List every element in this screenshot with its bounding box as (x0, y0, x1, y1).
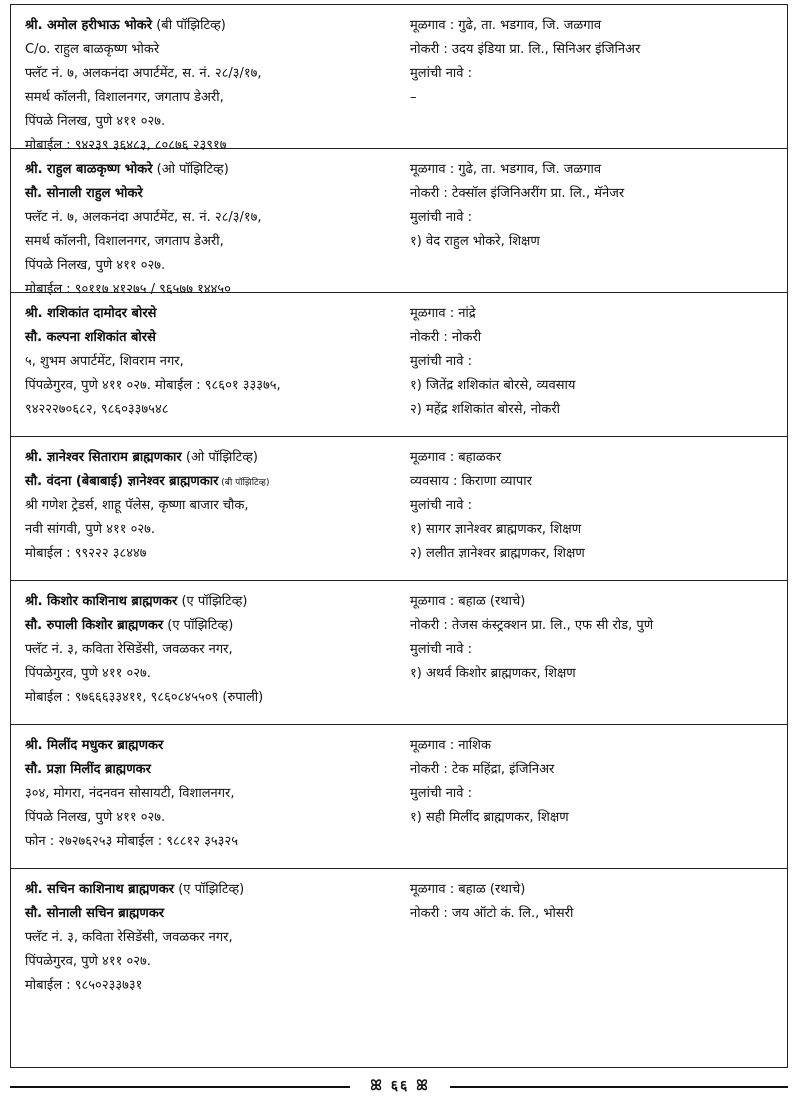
member-name-text: श्री. मिलींद मधुकर ब्राह्मणकर (25, 738, 164, 753)
entry-right-column (410, 14, 780, 110)
address-line: पिंपळे निलख, पुणे ४११ ०२७. (25, 810, 166, 825)
blood-group: (ओ पॉझिटिव्ह) (181, 450, 258, 465)
spouse-blood-group: (ए पॉझिटिव्ह) (163, 618, 234, 633)
member-name (25, 302, 405, 326)
member-name (25, 734, 405, 758)
address-line: ५, शुभम अपार्टमेंट, शिवराम नगर, (25, 354, 184, 369)
entry-left-column (25, 14, 405, 158)
member-name (25, 590, 405, 614)
detail-line: – (410, 90, 417, 105)
entry-right-column (410, 734, 780, 830)
member-name (25, 878, 405, 902)
member-name (25, 14, 405, 38)
detail-line: मुलांची नावे : (410, 642, 473, 657)
spouse-name (25, 902, 405, 926)
detail-line: मूळगाव : बहाळ (रथाचे) (410, 882, 526, 897)
detail-line: नोकरी : टेक्सॉल इंजिनिअरींग प्रा. लि., मॅनेजर (410, 186, 625, 201)
directory-entry (11, 869, 787, 1067)
spouse-name-text: C/o. राहुल बाळकृष्ण भोकरे (25, 42, 160, 57)
address-line: फ्लॅट नं. ७, अलकनंदा अपार्टमेंट, स. नं. २८/३/१७, (25, 210, 262, 225)
spouse-name-text: सौ. कल्पना शशिकांत बोरसे (25, 330, 156, 345)
address-line: समर्थ कॉलनी, विशालनगर, जगताप डेअरी, (25, 234, 224, 249)
directory-entry (11, 149, 787, 297)
detail-line: १) सही मिलींद ब्राह्मणकर, शिक्षण (410, 810, 569, 825)
entry-left-column (25, 446, 405, 566)
address-line: ३०४, मोगरा, नंदनवन सोसायटी, विशालनगर, (25, 786, 235, 801)
address-line: पिंपळे निलख, पुणे ४११ ०२७. (25, 258, 166, 273)
page-footer (0, 1072, 798, 1102)
address-line: मोबाईल : ९९२२२ ३८४४७ (25, 546, 147, 561)
blood-group: (ओ पॉझिटिव्ह) (152, 162, 229, 177)
detail-line: मूळगाव : नाशिक (410, 738, 491, 753)
detail-line: मुलांची नावे : (410, 66, 473, 81)
blood-group: (ए पॉझिटिव्ह) (174, 882, 245, 897)
detail-line: मुलांची नावे : (410, 354, 473, 369)
member-name-text: श्री. सचिन काशिनाथ ब्राह्मणकर (25, 882, 175, 897)
directory-entry (11, 581, 787, 725)
address-line: ९४२२२७०६८२, ९८६०३३७५४८ (25, 402, 169, 417)
detail-line: नोकरी : तेजस कंस्ट्रक्शन प्रा. लि., एफ सी रोड, पुणे (410, 618, 654, 633)
blood-group: (बी पॉझिटिव्ह) (152, 18, 226, 33)
directory-entry (11, 5, 787, 153)
address-line: श्री गणेश ट्रेडर्स, शाहू पॅलेस, कृष्णा बाजार चौक, (25, 498, 249, 513)
detail-line: नोकरी : उदय इंडिया प्रा. लि., सिनिअर इंजिनिअर (410, 42, 641, 57)
entry-right-column (410, 446, 780, 566)
spouse-name (25, 38, 405, 62)
spouse-name-text: सौ. सोनाली राहुल भोकरे (25, 186, 143, 201)
address-line: पिंपळेगुरव, पुणे ४११ ०२७. (25, 954, 151, 969)
detail-line: नोकरी : नोकरी (410, 330, 482, 345)
directory-entry (11, 437, 787, 581)
entry-left-column (25, 878, 405, 998)
entry-right-column (410, 590, 780, 686)
spouse-name (25, 614, 405, 638)
spouse-name-text: सौ. सोनाली सचिन ब्राह्मणकर (25, 906, 165, 921)
blood-group: (ए पॉझिटिव्ह) (177, 594, 248, 609)
member-name-text: श्री. किशोर काशिनाथ ब्राह्मणकर (25, 594, 178, 609)
spouse-name-text: सौ. वंदना (बेबाबाई) ज्ञानेश्वर ब्राह्मणकार (25, 474, 219, 489)
detail-line: १) वेद राहुल भोकरे, शिक्षण (410, 234, 540, 249)
address-line: मोबाईल : ९७६६६३३४११, ९८६०८४५५०९ (रुपाली) (25, 690, 264, 705)
detail-line: १) जितेंद्र शशिकांत बोरसे, व्यवसाय (410, 378, 576, 393)
detail-line: नोकरी : टेक महिंद्रा, इंजिनिअर (410, 762, 555, 777)
address-line: मोबाईल : ९०११७ ४१२७५ / ९६५७७ १४४५० (25, 282, 231, 297)
page-number-ornament: ꕤ ६६ ꕤ (370, 1078, 430, 1094)
detail-line: मुलांची नावे : (410, 498, 473, 513)
address-line: फोन : २७२७६२५३ मोबाईल : ९८८१२ ३५३२५ (25, 834, 238, 849)
footer-rule-right (450, 1086, 788, 1088)
spouse-name (25, 326, 405, 350)
member-name (25, 158, 405, 182)
address-line: पिंपळेगुरव, पुणे ४११ ०२७. (25, 666, 151, 681)
detail-line: मूळगाव : बहाळ (रथाचे) (410, 594, 526, 609)
detail-line: १) अथर्व किशोर ब्राह्मणकर, शिक्षण (410, 666, 576, 681)
entry-right-column (410, 302, 780, 422)
detail-line: मुलांची नावे : (410, 210, 473, 225)
detail-line: मुलांची नावे : (410, 786, 473, 801)
member-name-text: श्री. अमोल हरीभाऊ भोकरे (25, 18, 153, 33)
entry-right-column (410, 158, 780, 254)
detail-line: २) महेंद्र शशिकांत बोरसे, नोकरी (410, 402, 561, 417)
address-line: फ्लॅट नं. ७, अलकनंदा अपार्टमेंट, स. नं. २८/३/१७, (25, 66, 262, 81)
detail-line: मूळगाव : नांद्रे (410, 306, 476, 321)
address-line: मोबाईल : ९८५०२३३७३१ (25, 978, 143, 993)
entry-left-column (25, 590, 405, 710)
detail-line: व्यवसाय : किराणा व्यापार (410, 474, 532, 489)
member-name (25, 446, 405, 470)
address-line: फ्लॅट नं. ३, कविता रेसिडेंसी, जवळकर नगर, (25, 930, 233, 945)
spouse-blood-group: (बी पॉझिटिव्ह) (218, 478, 270, 488)
address-line: फ्लॅट नं. ३, कविता रेसिडेंसी, जवळकर नगर, (25, 642, 233, 657)
detail-line: मूळगाव : गुढे, ता. भडगाव, जि. जळगाव (410, 18, 602, 33)
detail-line: मूळगाव : बहाळकर (410, 450, 502, 465)
detail-line: १) सागर ज्ञानेश्वर ब्राह्मणकर, शिक्षण (410, 522, 582, 537)
directory-entry (11, 725, 787, 869)
entry-left-column (25, 158, 405, 302)
spouse-name-text: सौ. रुपाली किशोर ब्राह्मणकर (25, 618, 164, 633)
spouse-name-text: सौ. प्रज्ञा मिलींद ब्राह्मणकर (25, 762, 151, 777)
spouse-name (25, 758, 405, 782)
spouse-name (25, 182, 405, 206)
address-line: पिंपळे निलख, पुणे ४११ ०२७. (25, 114, 166, 129)
address-line: समर्थ कॉलनी, विशालनगर, जगताप डेअरी, (25, 90, 224, 105)
directory-table (10, 4, 788, 1068)
entry-right-column (410, 878, 780, 926)
entry-left-column (25, 734, 405, 854)
member-name-text: श्री. शशिकांत दामोदर बोरसे (25, 306, 157, 321)
detail-line: मूळगाव : गुढे, ता. भडगाव, जि. जळगाव (410, 162, 602, 177)
detail-line: २) ललीत ज्ञानेश्वर ब्राह्मणकर, शिक्षण (410, 546, 585, 561)
address-line: मोबाईल : ९४२३९ ३६४८३, ८०८७६ २३९१७ (25, 138, 227, 153)
spouse-name (25, 470, 405, 494)
address-line: पिंपळेगुरव, पुणे ४११ ०२७. मोबाईल : ९८६०१ ३३३७५, (25, 378, 281, 393)
member-name-text: श्री. राहुल बाळकृष्ण भोकरे (25, 162, 153, 177)
address-line: नवी सांगवी, पुणे ४११ ०२७. (25, 522, 156, 537)
entry-left-column (25, 302, 405, 422)
member-name-text: श्री. ज्ञानेश्वर सिताराम ब्राह्मणकार (25, 450, 182, 465)
detail-line: नोकरी : जय ऑटो कं. लि., भोसरी (410, 906, 574, 921)
footer-rule-left (10, 1086, 350, 1088)
directory-entry (11, 293, 787, 437)
